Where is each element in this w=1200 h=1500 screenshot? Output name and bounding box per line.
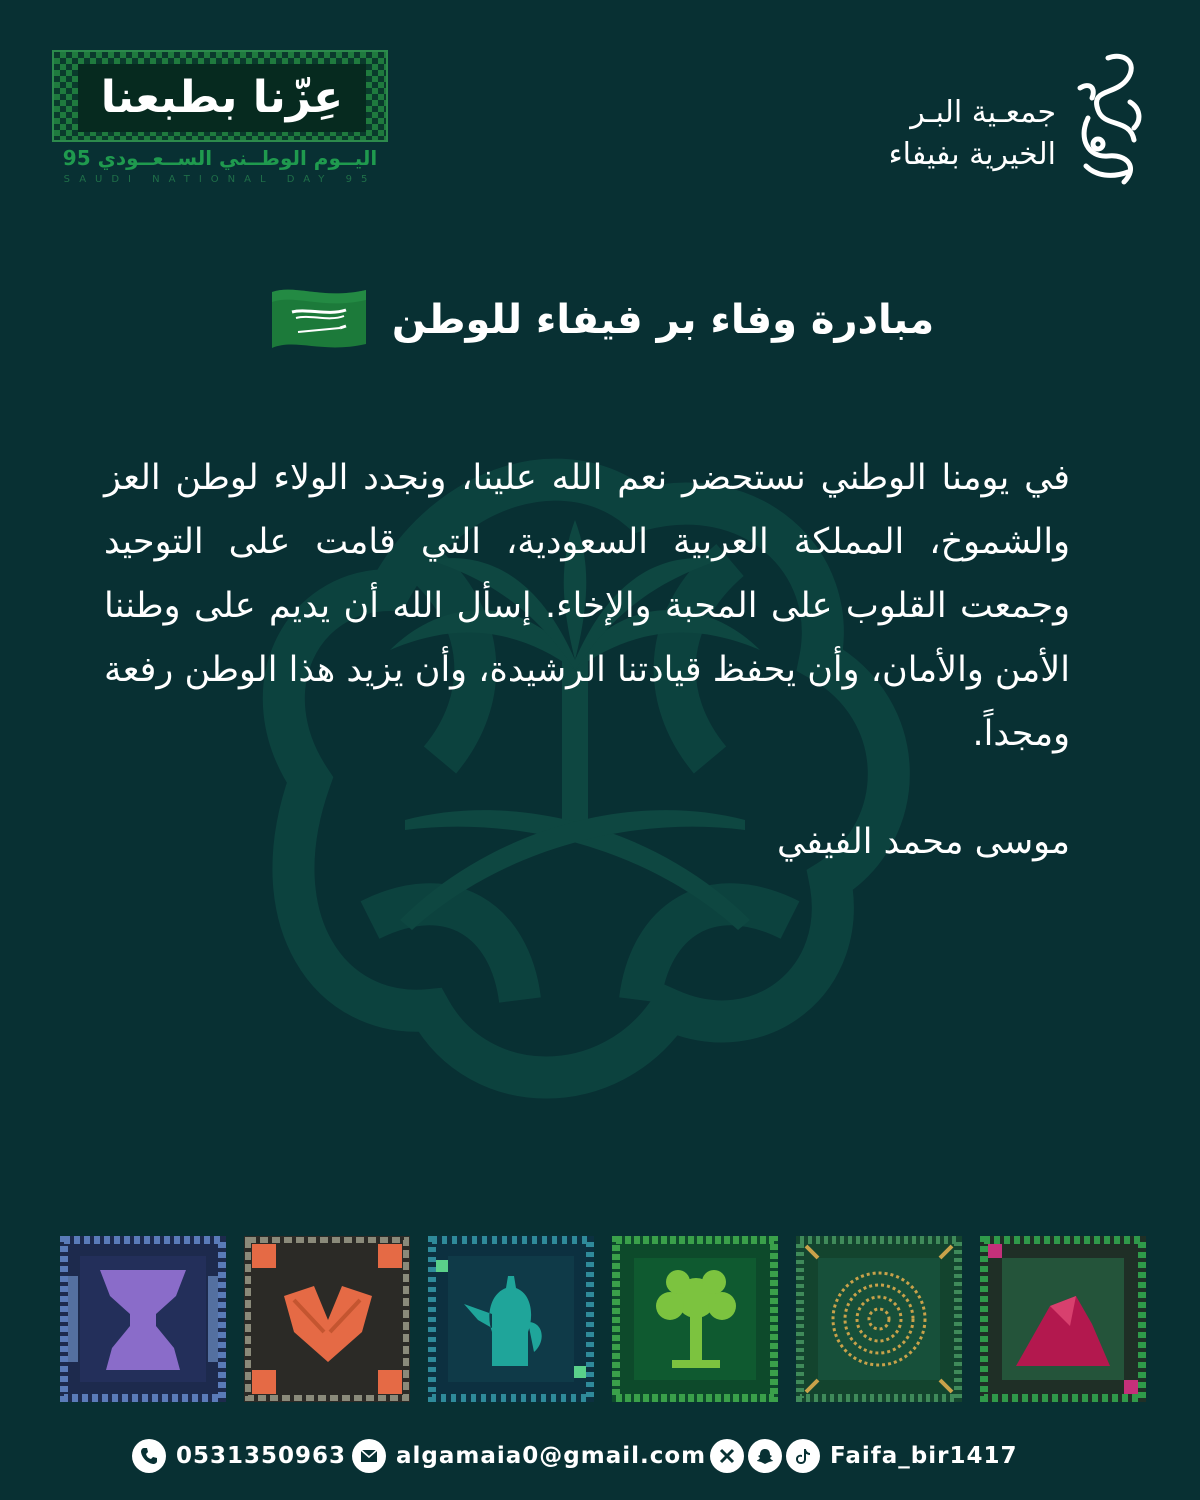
organization-name-line1: جمعـية البـر [910,95,1056,130]
saudi-flag-icon [266,282,372,358]
coffee-pot-tile [428,1236,594,1402]
mountain-tile [980,1236,1146,1402]
email-icon [352,1439,386,1473]
national-day-title-box [78,64,366,132]
signature: موسى محمد الفيفي [776,822,1070,862]
snapchat-icon[interactable] [748,1439,782,1473]
phone-contact[interactable] [132,1434,346,1478]
calligraphy-logo-icon [1068,48,1148,196]
national-day-badge [52,50,392,195]
message-body: في يومنا الوطني نستحضر نعم الله علينا، ونجدد الولاء لوطن العز والشموخ، المملكة العربية السعودية، التي قامت على التوحيد وجمعت القلوب على المحبة والإخاء. إسأل الله أن يديم على وطننا الأمن والأمان، وأن يحفظ قيادتنا الرشيدة، وأن يزيد هذا الوطن رفعة ومجداً. [104,458,1070,754]
organization-logo [868,48,1148,198]
social-contact[interactable] [710,1434,1018,1478]
tiktok-icon[interactable] [786,1439,820,1473]
title-row [0,282,1200,358]
email-address: algamaia0@gmail.com [396,1443,707,1469]
national-day-english: SAUDI NATIONAL DAY 95 [63,174,377,185]
organization-name-line2: الخيرية بفيفاء [888,137,1056,172]
social-handle: Faifa_bir1417 [830,1443,1018,1469]
mandala-tile [796,1236,962,1402]
heritage-tiles-row [60,1236,1150,1404]
main-title: مبادرة وفاء بر فيفاء للوطن [391,297,935,343]
national-day-checker-frame [52,50,388,142]
national-day-title: عِزّنا بطبعنا [100,72,344,123]
vase-tile [60,1236,226,1402]
tree-tile [612,1236,778,1402]
contact-footer [0,1434,1200,1484]
email-contact[interactable] [352,1434,706,1478]
hands-tile [244,1236,410,1402]
phone-icon [132,1439,166,1473]
x-icon[interactable] [710,1439,744,1473]
national-day-subtitle: اليــوم الوطــني الســعــودي 95 [62,146,378,170]
phone-number: 0531350963 [176,1443,347,1469]
